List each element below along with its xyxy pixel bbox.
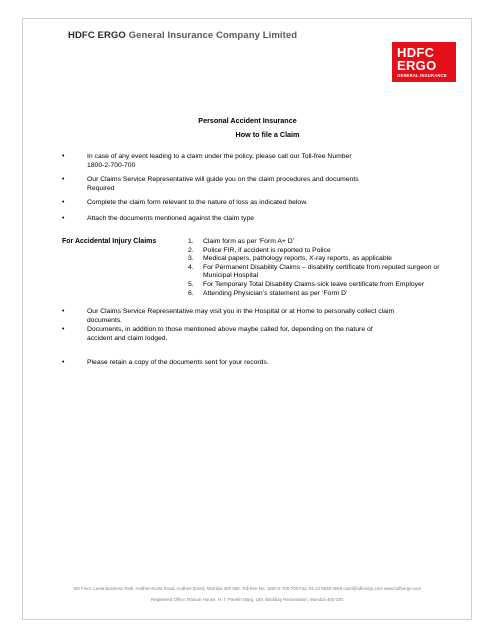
bullet-icon: •	[62, 153, 65, 160]
bullet-item-representative	[87, 175, 359, 193]
list-text: Police FIR, if accident is reported to Police	[203, 246, 331, 254]
bullet-text: Complete the claim form relevant to the nature of loss as indicated below.	[87, 199, 308, 206]
footer-registered-office: Registered Office: Ramon House, H. T. Parekh Marg, 169, Backbay Reclamation, Mumbai 400 020.	[150, 597, 345, 602]
bullet-icon: •	[62, 215, 65, 222]
bullet-item-visit	[87, 307, 394, 325]
bullet-text: Attach the documents mentioned against the claim type	[87, 215, 254, 222]
logo-line-2: ERGO	[397, 58, 437, 73]
logo-line-1: HDFC	[397, 45, 435, 60]
list-text: Municipal Hospital	[203, 272, 259, 280]
bullet-icon: •	[62, 359, 65, 366]
hdfc-ergo-logo	[392, 42, 456, 82]
bullet-text: In case of any event leading to a claim under the policy, please call our Toll-free Number	[87, 153, 352, 160]
company-brand: HDFC ERGO	[68, 30, 126, 41]
list-number: 1.	[188, 238, 194, 245]
list-text: For Temporary Total Disability Claims-sick leave certificate from Employer	[203, 280, 425, 288]
list-number: 6.	[188, 289, 194, 297]
bullet-icon: •	[62, 326, 65, 333]
document-title: Personal Accident Insurance	[198, 116, 297, 125]
footer-address: 6th Floor, Leela Business Park, Andheri-Kurla Road, Andheri (East), Mumbai 400 059. Toll-free No. 1800-2-700-700 Fax: 91 22 6638 3699 care@hdfcergo.com www.hdfcergo.com	[73, 586, 422, 591]
document-subtitle: How to file a Claim	[235, 130, 300, 139]
bullet-text: Our Claims Service Representative may visit you in the Hospital or at Home to personally collect claim	[87, 308, 395, 315]
bullet-item-retain-copy: Please retain a copy of the documents sent for your records.	[87, 359, 269, 366]
company-name-rest: General Insurance Company Limited	[128, 30, 298, 41]
bullet-text: accident and claim lodged.	[87, 335, 168, 343]
list-number: 2.	[188, 246, 194, 254]
list-text: Medical papers, pathology reports, X-ray reports, as applicable	[203, 255, 392, 263]
bullet-text: Our Claims Service Representative will guide you on the claim procedures and documents	[87, 176, 359, 183]
bullet-icon: •	[62, 308, 65, 315]
list-text: Attending Physician’s statement as per ‘Form D’	[203, 289, 348, 297]
toll-free-number: 1800-2-700-700	[87, 162, 136, 170]
bullet-text: documents.	[87, 317, 123, 325]
bullet-icon: •	[62, 199, 65, 206]
claims-heading: For Accidental Injury Claims	[62, 238, 157, 245]
bullet-item-additional-documents	[87, 325, 373, 343]
bullet-item-claim-form	[87, 198, 308, 207]
list-text: Claim form as per ‘Form A+ D’	[203, 238, 295, 245]
bullet-text: Documents, in addition to those mentioned above maybe called for, depending on the nature of	[87, 326, 373, 333]
list-number: 3.	[188, 255, 194, 263]
logo-tagline: GENERAL INSURANCE	[397, 73, 447, 78]
bullet-item-toll-free	[87, 152, 352, 170]
bullet-icon: •	[62, 176, 65, 183]
bullet-text: Required	[87, 185, 115, 193]
bullet-item-attach-documents	[87, 214, 254, 223]
list-number: 4.	[188, 263, 194, 271]
company-name	[68, 30, 297, 41]
list-text: For Permanent Disability Claims – disability certificate from reputed surgeon or	[203, 263, 440, 271]
list-number: 5.	[188, 280, 194, 288]
